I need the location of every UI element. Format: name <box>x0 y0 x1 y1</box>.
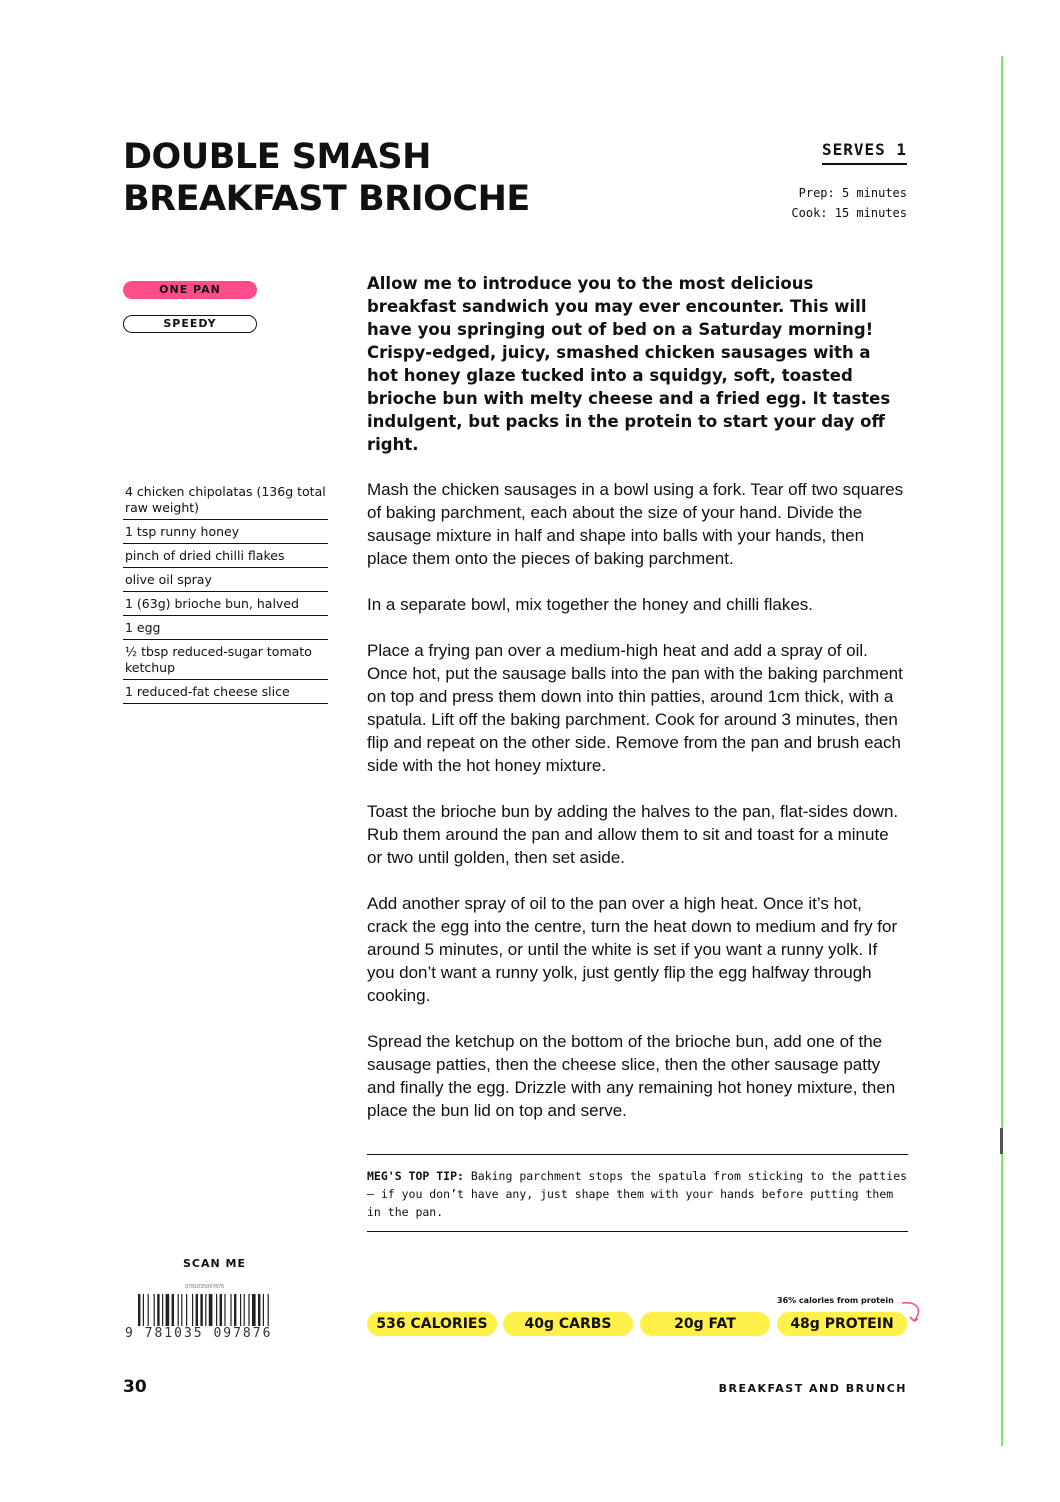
scan-me-label: SCAN ME <box>183 1257 247 1270</box>
ingredient-item: 1 tsp runny honey <box>123 520 328 544</box>
cook-time: Cook: 15 minutes <box>791 206 907 220</box>
method-steps <box>367 478 907 1145</box>
ingredient-item: olive oil spray <box>123 568 328 592</box>
method-step: Mash the chicken sausages in a bowl using a fork. Tear off two squares of baking parchment, each about the size of your hand. Divide the sausage mixture in half and shape into balls with your hands, then place them onto the pieces of baking parchment. <box>367 480 904 568</box>
method-step: Add another spray of oil to the pan over a high heat. Once it’s hot, crack the egg into the centre, turn the heat down to medium and fry for around 5 minutes, or until the white is set if you want a runny yolk. If you don’t want a runny yolk, just gently flip the egg halfway through cooking. <box>367 894 898 1005</box>
nutrition-protein: 48g PROTEIN <box>777 1312 907 1336</box>
recipe-title-line-1: DOUBLE SMASH <box>123 137 431 177</box>
tag-speedy: SPEEDY <box>123 315 257 333</box>
tag-one-pan: ONE PAN <box>123 281 257 299</box>
method-step: In a separate bowl, mix together the honey and chilli flakes. <box>367 595 814 614</box>
top-tip-box <box>367 1154 908 1232</box>
protein-note: 36% calories from protein <box>777 1296 894 1305</box>
ingredient-item: pinch of dried chilli flakes <box>123 544 328 568</box>
page-edge-marker <box>1000 1128 1003 1154</box>
ingredient-item: 1 egg <box>123 616 328 640</box>
nutrition-calories: 536 CALORIES <box>367 1312 497 1336</box>
ingredient-item: 1 reduced-fat cheese slice <box>123 680 328 704</box>
recipe-title-line-2: BREAKFAST BRIOCHE <box>123 179 530 219</box>
recipe-title <box>123 136 530 220</box>
cooking-times <box>791 183 907 223</box>
top-tip-text: Baking parchment stops the spatula from sticking to the patties – if you don’t have any, just shape them with your hands before putting them in the pan. <box>367 1169 908 1219</box>
serves-label: SERVES 1 <box>822 140 907 165</box>
top-tip-label: MEG'S TOP TIP: <box>367 1169 464 1183</box>
page-edge-rule <box>1001 56 1003 1446</box>
section-name: BREAKFAST AND BRUNCH <box>718 1382 907 1395</box>
method-step: Toast the brioche bun by adding the halves to the pan, flat-sides down. Rub them around the pan and allow them to sit and toast for a minute or two until golden, then set aside. <box>367 802 899 867</box>
barcode-digits: 9 781035 097876 <box>125 1326 273 1341</box>
recipe-intro: Allow me to introduce you to the most delicious breakfast sandwich you may ever encounter. This will have you springing out of bed on a Saturday morning! Crispy-edged, juicy, smashed chicken sausages with a hot honey glaze tucked into a squidgy, soft, toasted brioche bun with melty cheese and a fried egg. It tastes indulgent, but packs in the protein to start your day off right. <box>367 274 891 454</box>
ingredient-item: 4 chicken chipolatas (136g total raw weight) <box>123 480 328 520</box>
method-step: Spread the ketchup on the bottom of the brioche bun, add one of the sausage patties, then the cheese slice, then the other sausage patty and finally the egg. Drizzle with any remaining hot honey mixture, then place the bun lid on top and serve. <box>367 1032 896 1120</box>
ingredient-item: 1 (63g) brioche bun, halved <box>123 592 328 616</box>
page-number: 30 <box>123 1377 147 1397</box>
method-step: Place a frying pan over a medium-high heat and add a spray of oil. Once hot, put the sausage balls into the pan with the baking parchment on top and press them down into thin patties, around 1cm thick, with a spatula. Lift off the baking parchment. Cook for around 3 minutes, then flip and repeat on the other side. Remove from the pan and brush each side with the hot honey mixture. <box>367 641 903 775</box>
nutrition-fat: 20g FAT <box>640 1312 770 1336</box>
prep-time: Prep: 5 minutes <box>798 186 907 200</box>
ingredient-list <box>123 480 328 704</box>
ingredient-item: ½ tbsp reduced-sugar tomato ketchup <box>123 640 328 680</box>
barcode-small-digits: 9781035097876 <box>185 1284 225 1290</box>
nutrition-carbs: 40g CARBS <box>503 1312 633 1336</box>
